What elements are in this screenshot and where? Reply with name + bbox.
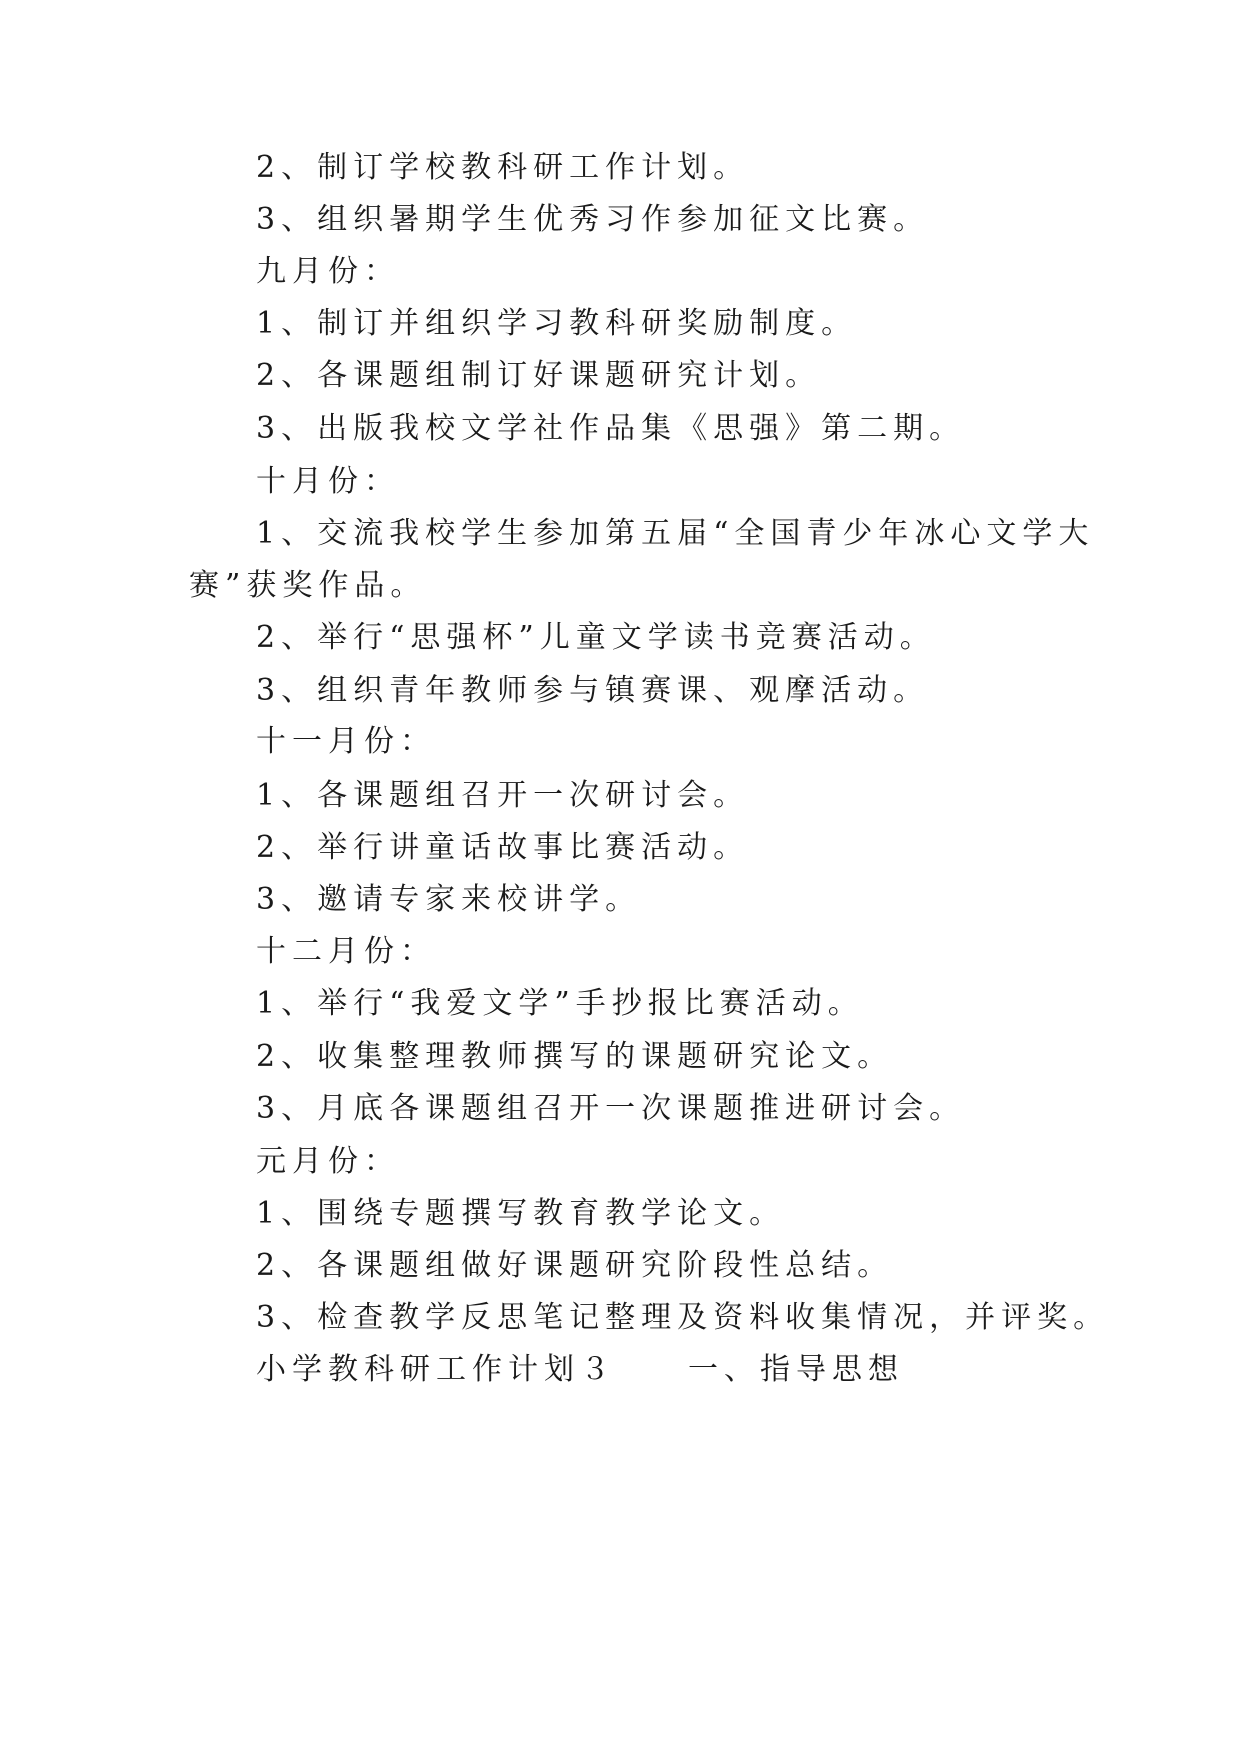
section-title: 小学教科研工作计划３ 一、指导思想 [256, 1352, 904, 1387]
text-line: 3、组织青年教师参与镇赛课、观摩活动。 [256, 673, 930, 708]
text-line: 3、出版我校文学社作品集《思强》第二期。 [256, 411, 966, 446]
text-line: 1、交流我校学生参加第五届“全国青少年冰心文学大 [256, 516, 1095, 551]
text-line: 2、制订学校教科研工作计划。 [256, 150, 750, 185]
text-line: 3、组织暑期学生优秀习作参加征文比赛。 [256, 202, 930, 237]
month-heading: 十月份： [256, 464, 400, 499]
text-line-continuation: 赛”获奖作品。 [189, 568, 427, 603]
text-line: 2、举行“思强杯”儿童文学读书竞赛活动。 [256, 620, 936, 655]
text-line: 3、检查教学反思笔记整理及资料收集情况，并评奖。 [256, 1300, 1110, 1335]
text-line: 2、收集整理教师撰写的课题研究论文。 [256, 1039, 894, 1074]
month-heading: 九月份： [256, 254, 400, 289]
text-line: 2、举行讲童话故事比赛活动。 [256, 830, 750, 865]
month-heading: 十一月份： [256, 724, 436, 759]
text-line: 2、各课题组做好课题研究阶段性总结。 [256, 1248, 894, 1283]
text-line: 3、邀请专家来校讲学。 [256, 882, 642, 917]
text-line: 3、月底各课题组召开一次课题推进研讨会。 [256, 1091, 966, 1126]
text-line: 1、围绕专题撰写教育教学论文。 [256, 1196, 786, 1231]
month-heading: 十二月份： [256, 934, 436, 969]
text-line: 1、各课题组召开一次研讨会。 [256, 778, 750, 813]
text-line: 2、各课题组制订好课题研究计划。 [256, 358, 822, 393]
month-heading: 元月份： [256, 1144, 400, 1179]
text-line: 1、举行“我爱文学”手抄报比赛活动。 [256, 986, 864, 1021]
text-line: 1、制订并组织学习教科研奖励制度。 [256, 306, 858, 341]
